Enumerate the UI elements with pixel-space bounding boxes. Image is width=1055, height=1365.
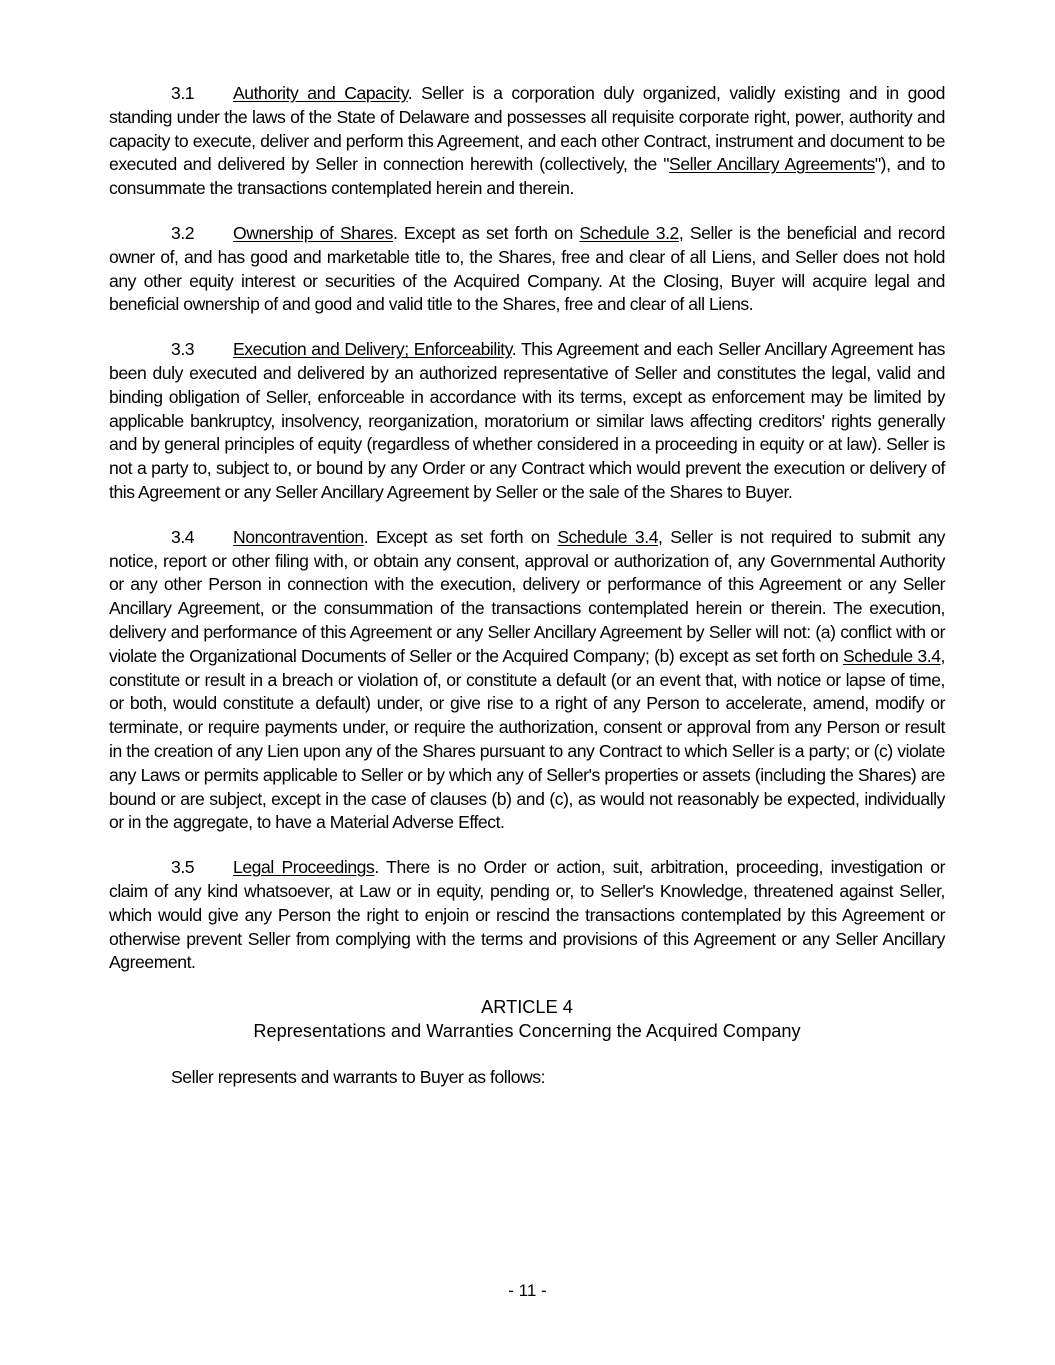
section-text: . This Agreement and each Seller Ancillary Agreement has been duly executed and delivered by an authorized representative of Seller and constitutes the legal, valid and binding obligation of Seller, enforceable in accordance with its terms, except as enforcement may be limited by applicable bankruptcy, insolvency, reorganization, moratorium or similar laws affecting creditors' rights generally and by general principles of equity (regardless of whether considered in a proceeding in equity or at law). Seller is not a party to, subject to, or bound by any Order or any Contract which would prevent the execution or delivery of this Agreement or any Seller Ancillary Agreement by Seller or the sale of the Shares to Buyer.: [109, 339, 945, 502]
section-title: Legal Proceedings: [233, 857, 375, 878]
section-3-4: [109, 526, 945, 835]
section-text: , Seller is the beneficial and record owner of, and has good and marketable title to, the Shares, free and clear of all Liens, and Seller does not hold any other equity interest or securities of the Acquired Company. At the Closing, Buyer will acquire legal and beneficial ownership of and good and valid title to the Shares, free and clear of all Liens.: [109, 222, 945, 315]
section-3-2: [109, 222, 945, 317]
section-number: 3.3: [171, 339, 195, 360]
section-text: , Seller is not required to submit any notice, report or other filing with, or obtain any consent, approval or authorization of, any Governmental Authority or any other Person in connection with the execution, delivery or performance of this Agreement or any Seller Ancillary Agreement, or the consummation of the transactions contemplated herein or therein. The execution, delivery and performance of this Agreement or any Seller Ancillary Agreement by Seller will not: (a) conflict with or violate the Organizational Documents of Seller or the Acquired Company; (b) except as set forth on: [109, 526, 945, 666]
section-text: . Except as set forth on: [363, 526, 558, 547]
section-title: Authority and Capacity: [233, 83, 408, 103]
section-title: Noncontravention: [233, 526, 364, 547]
section-number: 3.2: [171, 222, 195, 243]
schedule-reference: Schedule 3.4: [557, 526, 659, 547]
section-number: 3.5: [171, 857, 195, 878]
section-number: 3.1: [171, 83, 195, 103]
section-number: 3.4: [171, 526, 195, 547]
section-3-5: [109, 856, 945, 975]
section-text: . Seller is a corporation duly organized, validly existing and in good standing under the laws of the State of Delaware and possesses all requisite corporate right, power, authority and capacity to execute, deliver and perform this Agreement, and each other Contract, instrument and document to be executed and delivered by Seller in connection herewith (collectively, the ": [109, 83, 945, 175]
article-subheading: Representations and Warranties Concerning the Acquired Company: [253, 1020, 801, 1041]
section-text: , constitute or result in a breach or violation of, or constitute a default (or an event that, with notice or lapse of time, or both, would constitute a default) under, or give rise to a right of any Person to accelerate, amend, modify or terminate, or require payments under, or require the authorization, consent or approval from any Person or result in the creation of any Lien upon any of the Shares pursuant to any Contract to which Seller is a party; or (c) violate any Laws or permits applicable to Seller or by which any of Seller's properties or assets (including the Shares) are bound or are subject, except in the case of clauses (b) and (c), as would not reasonably be expected, individually or in the aggregate, to have a Material Adverse Effect.: [109, 645, 945, 833]
defined-term: Seller Ancillary Agreements: [669, 154, 875, 175]
schedule-reference: Schedule 3.2: [579, 222, 679, 243]
section-3-3: [109, 338, 945, 505]
section-title: Ownership of Shares: [233, 222, 394, 243]
page-number: - 11 -: [508, 1281, 547, 1300]
section-3-1: [109, 82, 945, 201]
section-text: "), and to consummate the transactions contemplated herein and therein.: [109, 154, 946, 199]
section-title: Execution and Delivery; Enforceability: [233, 339, 512, 360]
section-text: . Except as set forth on: [393, 222, 580, 243]
schedule-reference: Schedule 3.4: [842, 645, 941, 666]
document-page: [109, 82, 945, 1089]
article-intro: Seller represents and warrants to Buyer as follows:: [171, 1066, 546, 1087]
article-heading: ARTICLE 4: [481, 997, 573, 1018]
section-text: . There is no Order or action, suit, arbitration, proceeding, investigation or claim of any kind whatsoever, at Law or in equity, pending or, to Seller's Knowledge, threatened against Seller, which would give any Person the right to enjoin or rescind the transactions contemplated by this Agreement or otherwise prevent Seller from complying with the terms and provisions of this Agreement or any Seller Ancillary Agreement.: [109, 857, 945, 973]
